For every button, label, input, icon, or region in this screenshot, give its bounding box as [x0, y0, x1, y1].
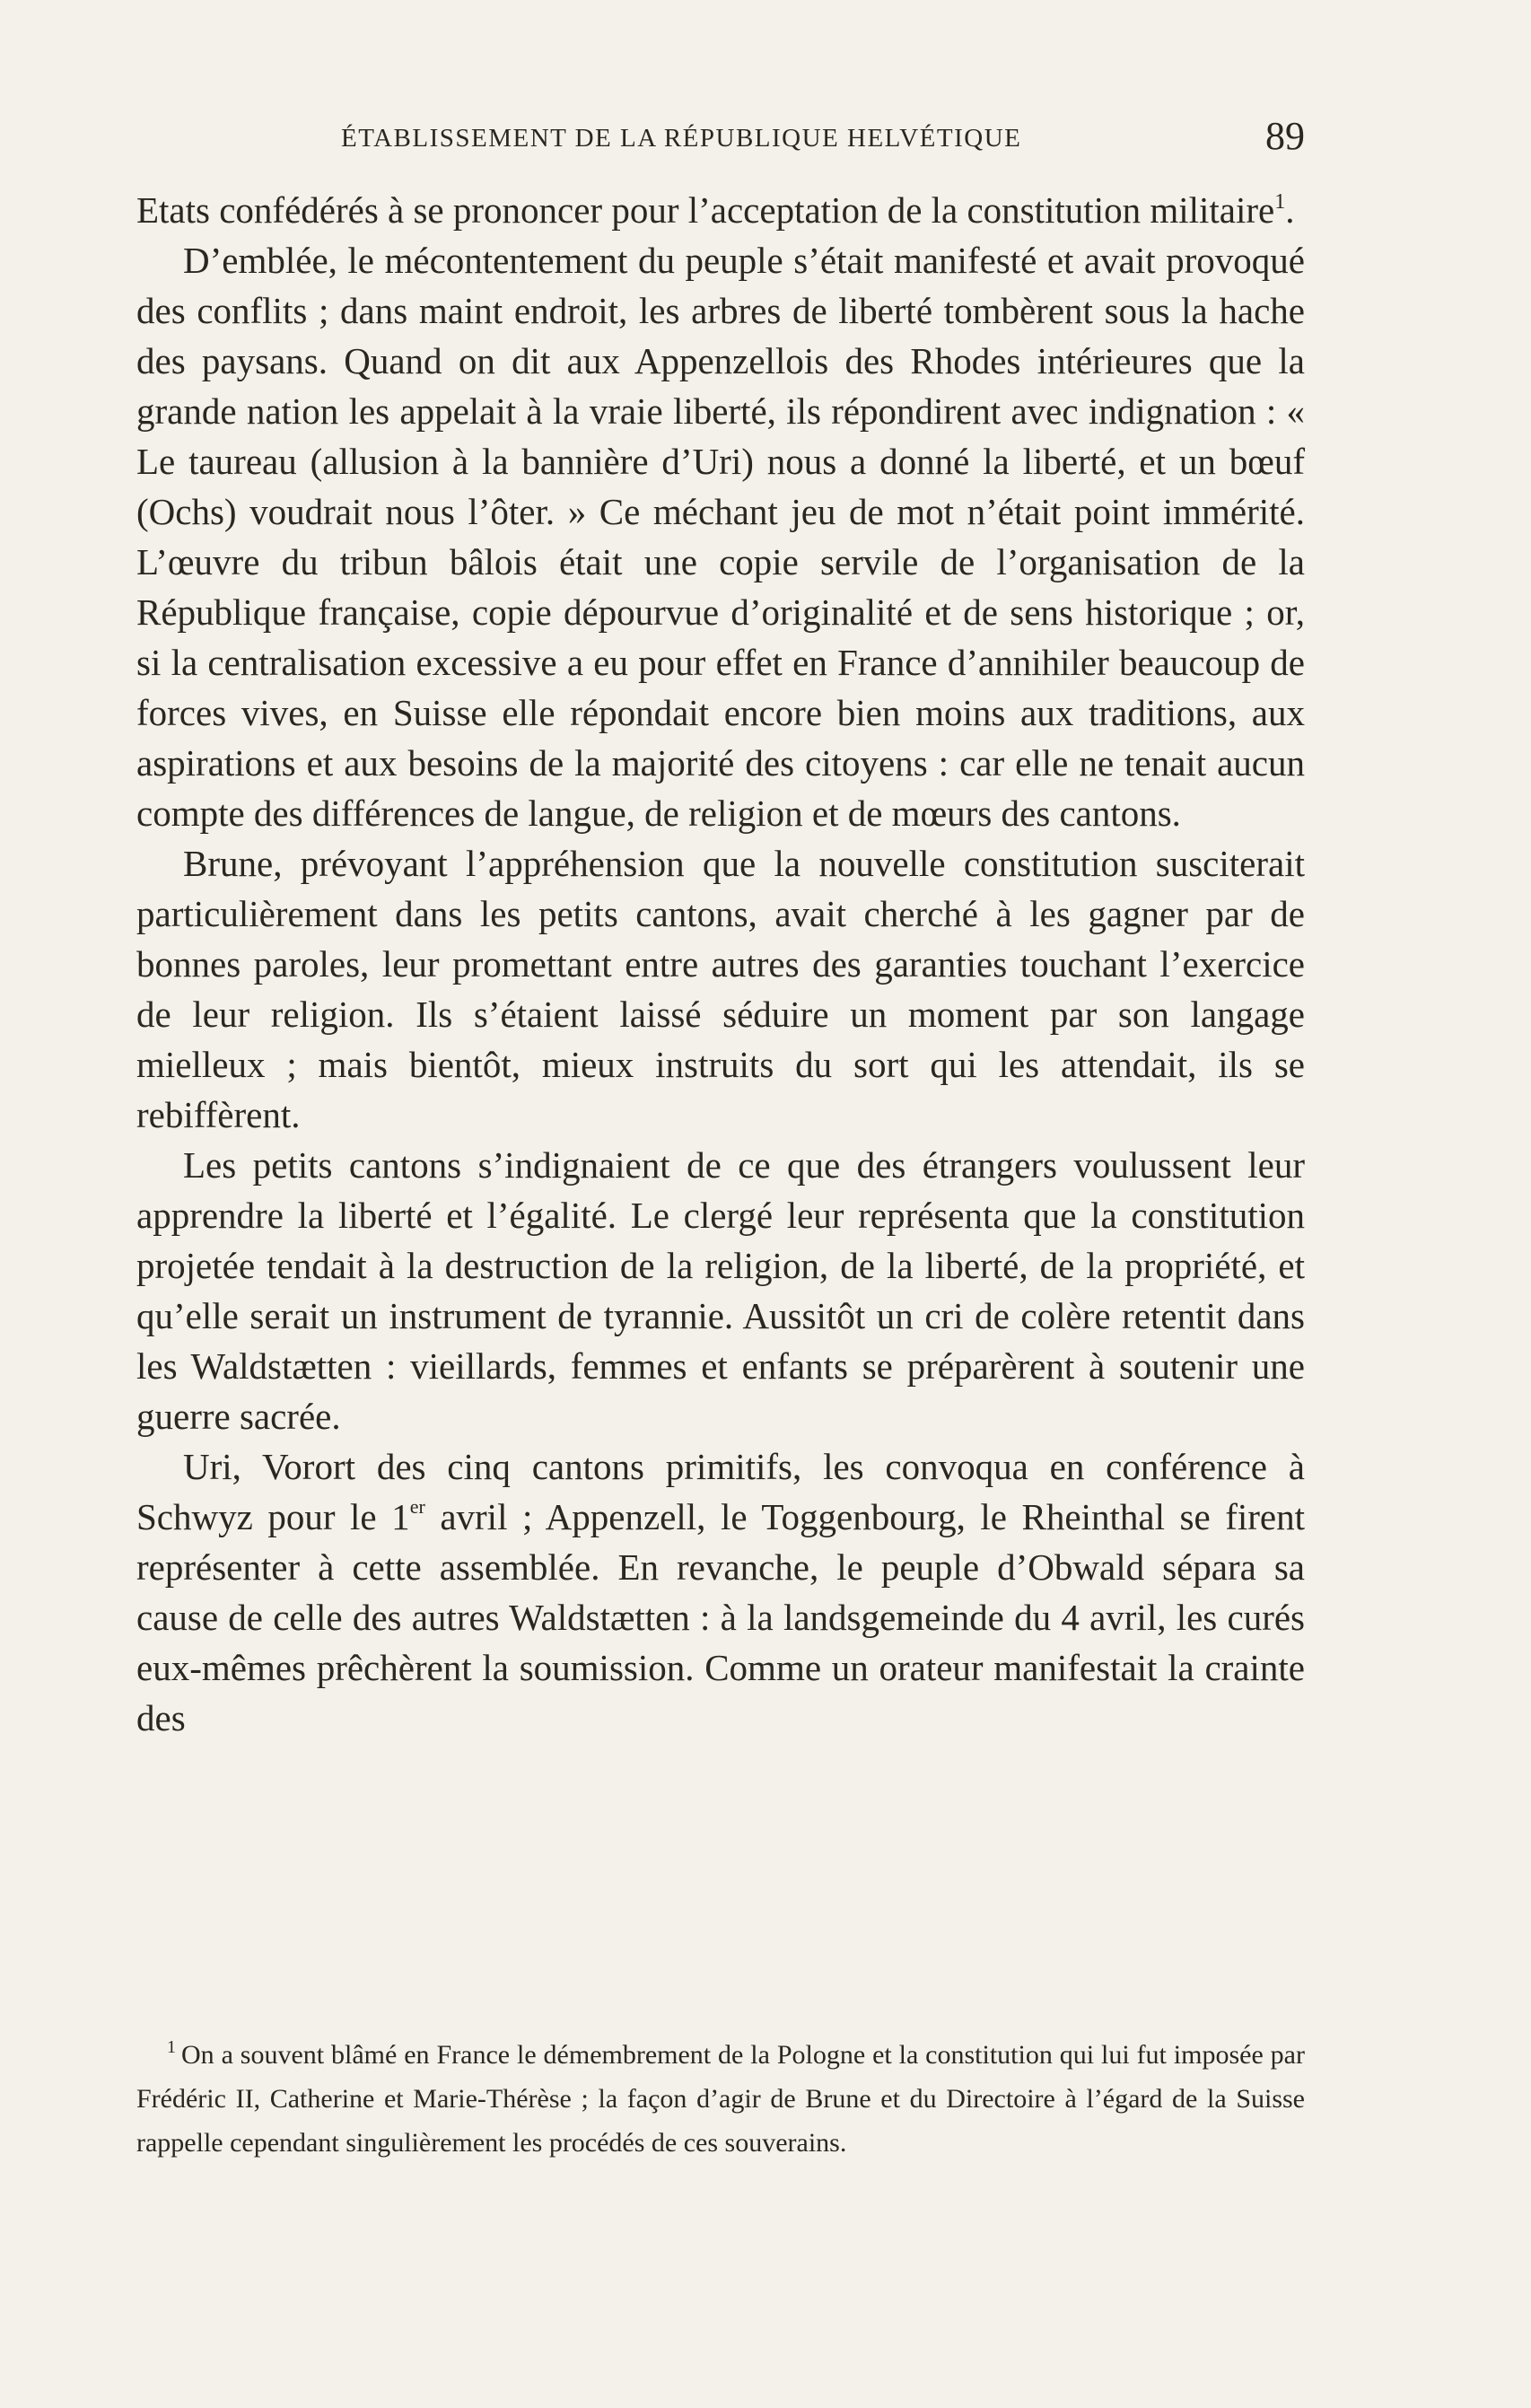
paragraph-1-text: Etats confédérés à se prononcer pour l’acceptation de la constitution militaire [136, 189, 1275, 231]
page-header [135, 113, 1305, 167]
paragraph-5 [136, 1441, 1305, 1743]
body-text [136, 185, 1305, 1743]
footnote-reference: 1 [1274, 190, 1286, 214]
ordinal-superscript: er [409, 1495, 425, 1518]
paragraph-2: D’emblée, le mécontentement du peuple s’était manifesté et avait provoqué des conflits ; dans maint endroit, les arbres de liberté tombèrent sous la hache des paysans. Quand on dit aux Appenzellois des Rhodes intérieures que la grande nation les appelait à la vraie liberté, ils répondirent avec indignation : « Le taureau (allusion à la bannière d’Uri) nous a donné la liberté, et un bœuf (Ochs) voudrait nous l’ôter. » Ce méchant jeu de mot n’était point immérité. L’œuvre du tribun bâlois était une copie servile de l’organisation de la République française, copie dépourvue d’originalité et de sens historique ; or, si la centralisation excessive a eu pour effet en France d’annihiler beaucoup de forces vives, en Suisse elle répondait encore bien moins aux traditions, aux aspirations et aux besoins de la majorité des citoyens : car elle ne tenait aucun compte des différences de langue, de religion et de mœurs des cantons. [136, 240, 1305, 834]
paragraph-4: Les petits cantons s’indignaient de ce que des étrangers voulussent leur apprendre la liberté et l’égalité. Le clergé leur représenta que la constitution projetée tendait à la destruction de la religion, de la liberté, de la propriété, et qu’elle serait un instrument de tyrannie. Aussitôt un cri de colère retentit dans les Waldstætten : vieillards, femmes et enfants se préparèrent à soutenir une guerre sacrée. [136, 1144, 1305, 1437]
page-number: 89 [1265, 114, 1305, 158]
paragraph-3: Brune, prévoyant l’appréhension que la nouvelle constitution susciterait particulièrement dans les petits cantons, avait cherché à les gagner par de bonnes paroles, leur promettant entre autres des garanties touchant l’exercice de leur religion. Ils s’étaient laissé séduire un moment par son langage mielleux ; mais bientôt, mieux instruits du sort qui les attendait, ils se rebiffèrent. [136, 843, 1305, 1135]
running-title: ÉTABLISSEMENT DE LA RÉPUBLIQUE HELVÉTIQUE [341, 124, 1022, 153]
paragraph-1 [136, 185, 1305, 235]
paragraph-5-rest: avril ; Appenzell, le Toggenbourg, le Rheinthal se firent représenter à cette assemblée. En revanche, le peuple d’Obwald sépara sa cause de celle des autres Waldstætten : à la landsgemeinde du 4 avril, les curés eux-mêmes prêchèrent la soumission. Comme un orateur manifestait la crainte des [136, 1496, 1305, 1738]
footnotes [136, 2033, 1305, 2165]
footnote-text: On a souvent blâmé en France le démembrement de la Pologne et la constitution qui lui fut imposée par Frédéric II, Catherine et Marie-Thérèse ; la façon d’agir de Brune et du Directoire à l’égard de la Suisse rappelle cependant singulièrement les procédés de ces souverains. [136, 2040, 1305, 2158]
footnote-marker: 1 [167, 2037, 176, 2057]
paragraph-5-start: Uri, Vorort des cinq cantons primitifs, les convoqua en conférence à Schwyz pour le 1 [136, 1446, 1305, 1537]
footnote-1 [136, 2033, 1305, 2165]
paragraph-1-tail: . [1285, 189, 1295, 231]
